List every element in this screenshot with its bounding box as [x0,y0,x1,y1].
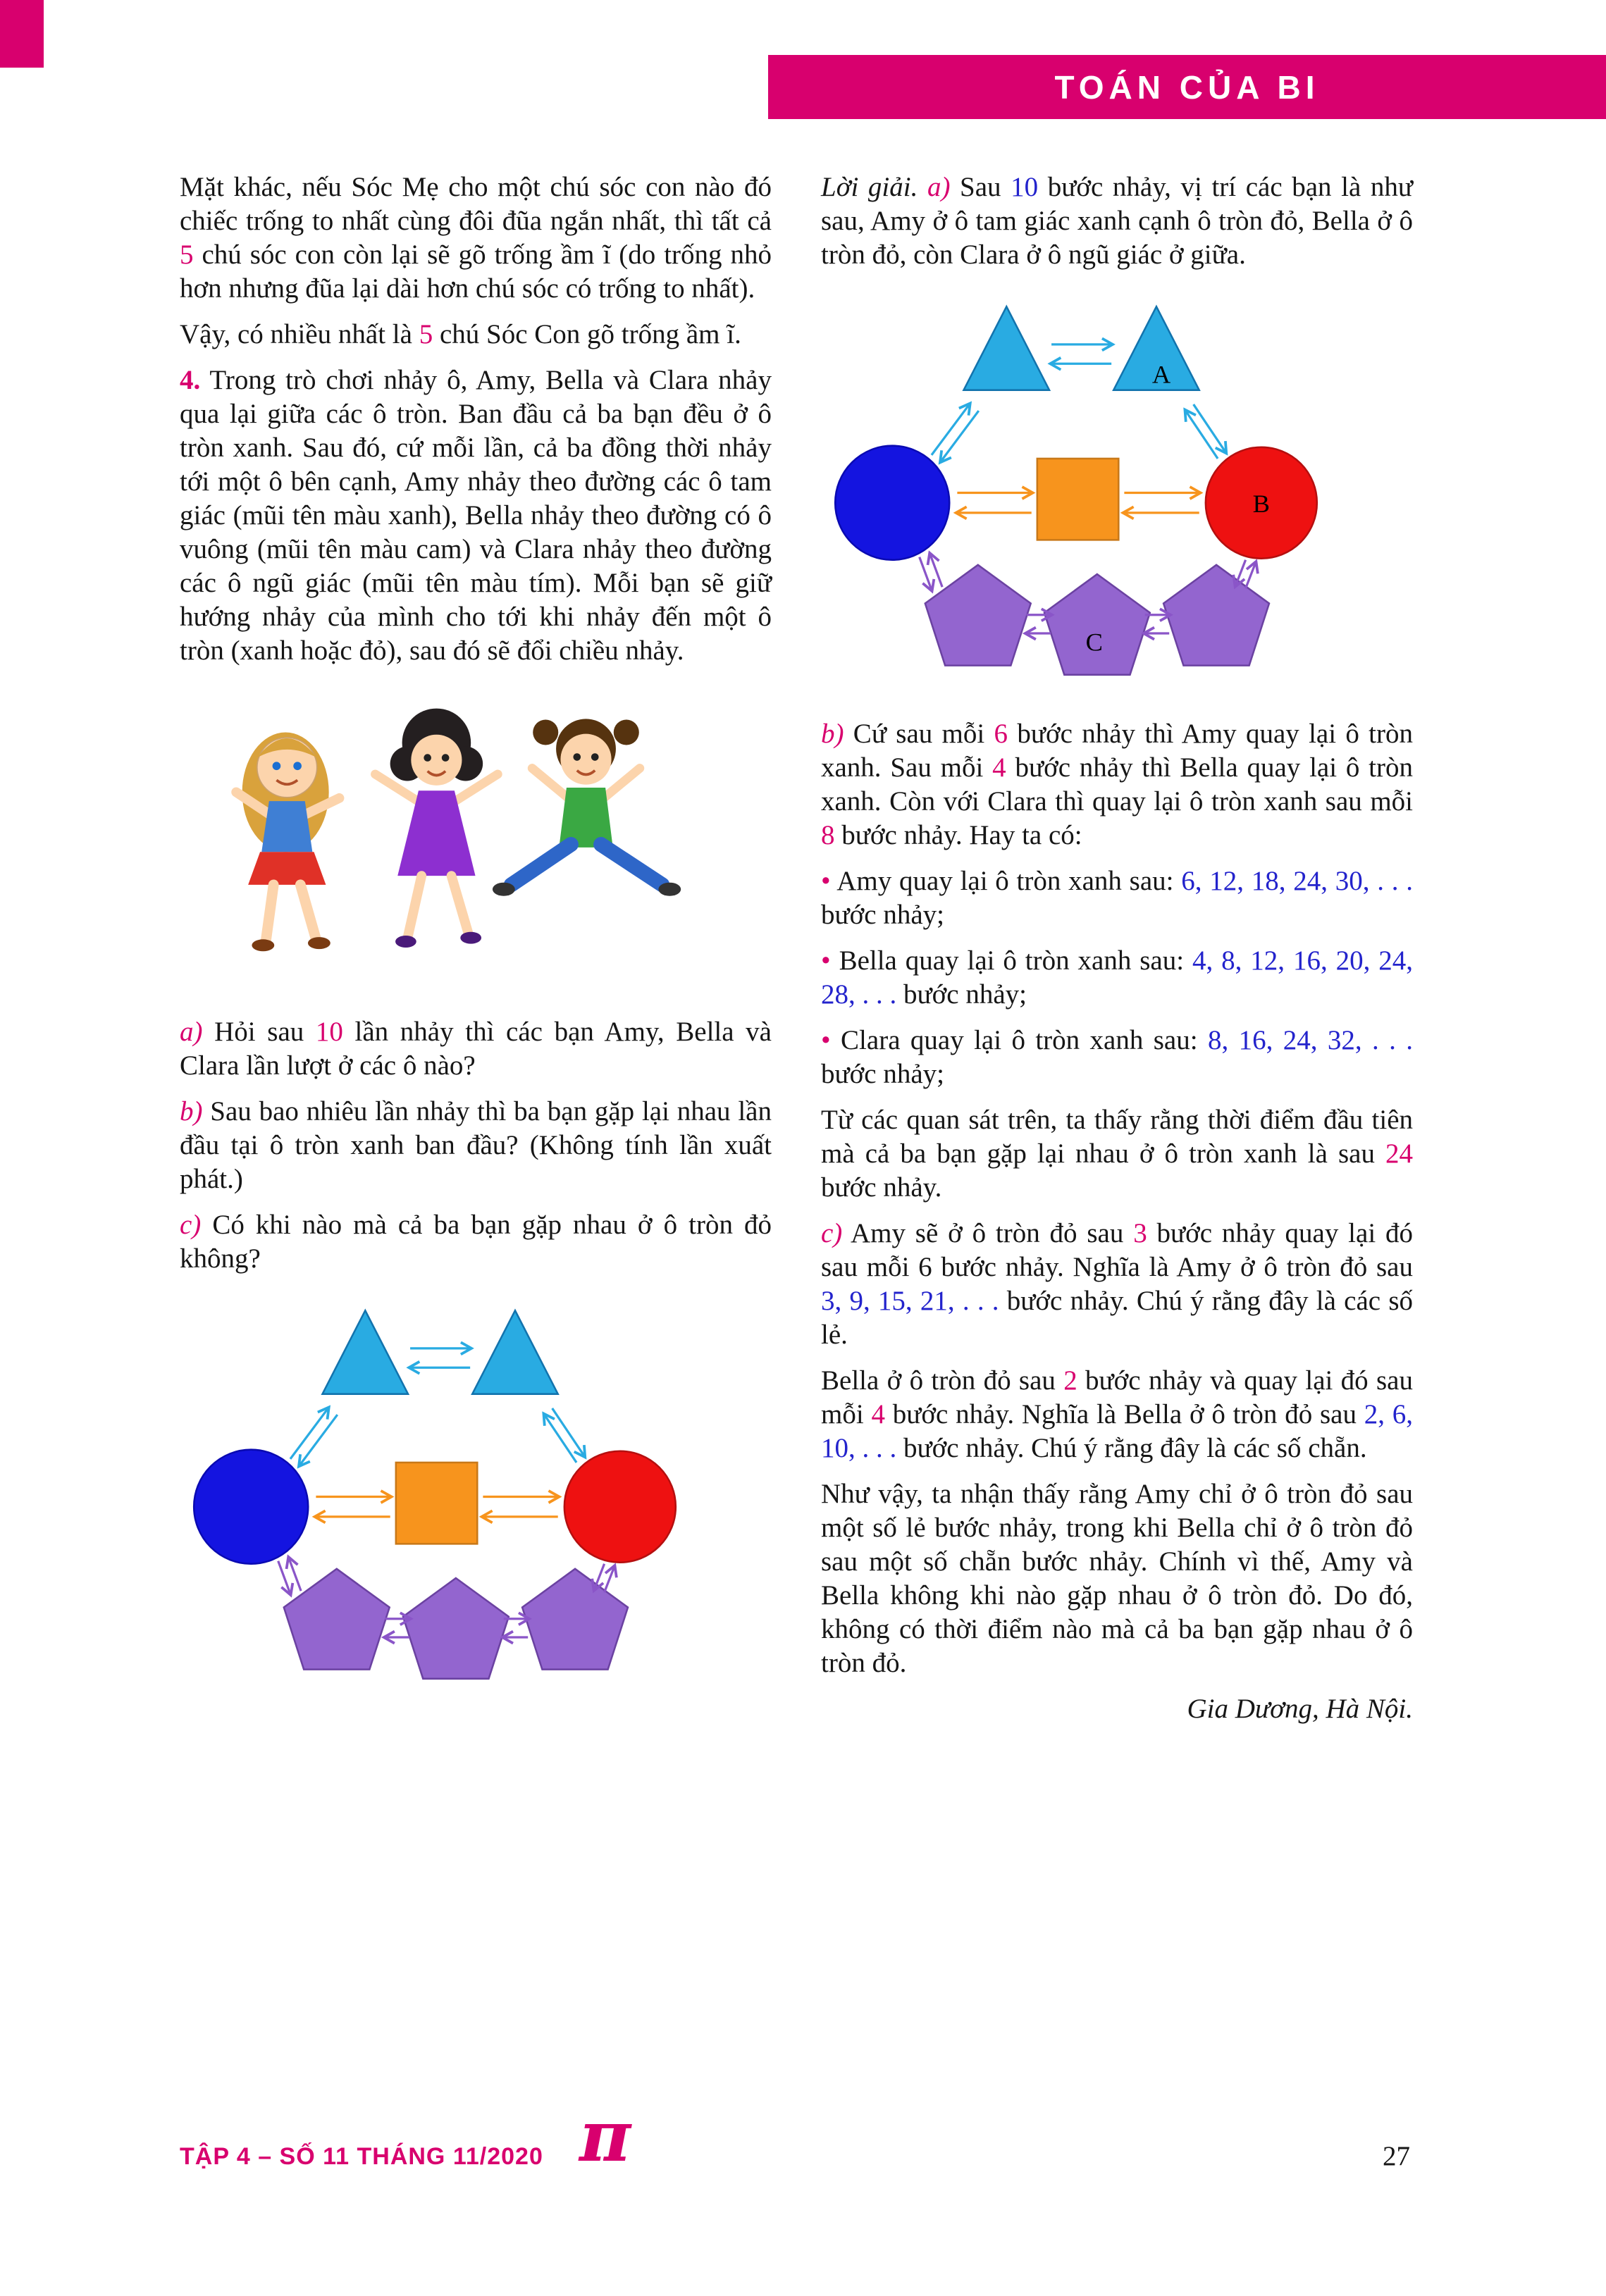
orange-square-cell [1037,459,1118,540]
blue-circle-cell [194,1450,308,1564]
hop-board [183,1300,740,1699]
dancing-girls-illustration [197,689,772,991]
girl-green-shirt [493,719,681,895]
pi-magazine-logo: π [579,2095,631,2178]
question-b: b) Sau bao nhiêu lần nhảy thì ba bạn gặp lại nhau lần đầu tại ô tròn xanh ban đầu? (Không tính lần xuất phát.) [180,1096,772,1195]
red-circle-cell [564,1451,676,1563]
girl-blonde [236,733,339,952]
label-bella-position: B [1252,489,1271,518]
pentagon-cell-middle [403,1578,509,1679]
paragraph-observation: Từ các quan sát trên, ta thấy rằng thời điểm đầu tiên mà cả ba bạn gặp lại nhau ở ô tròn xanh là sau 24 bước nhảy. [821,1105,1413,1203]
bullet-amy: • Amy quay lại ô tròn xanh sau: 6, 12, 18, 24, 30, . . . bước nhảy; [821,866,1414,931]
solution-board-diagram [824,296,1413,699]
pentagon-cell-right [522,1569,628,1670]
page-header-title: TOÁN CỦA BI [1054,68,1320,106]
label-clara-position: C [1085,628,1104,657]
triangle-cell-left [964,306,1050,390]
question-a: a) Hỏi sau 10 lần nhảy thì các bạn Amy, Bella và Clara lần lượt ở các ô nào? [180,1017,772,1081]
paragraph-squirrel-drums: Mặt khác, nếu Sóc Mẹ cho một chú sóc con nào đó chiếc trống to nhất cùng đôi đũa ngắn nhất, thì tất cả 5 chú sóc con còn lại sẽ gõ trống ầm ĩ (do trống nhỏ hơn nhưng đũa lại dài hơn chú sóc có trống to nhất). [180,172,772,304]
triangle-cell-right [472,1310,558,1394]
paragraph-solution-c-conclusion: Như vậy, ta nhận thấy rằng Amy chỉ ở ô tròn đỏ sau một số lẻ bước nhảy, trong khi Bella chỉ ở ô tròn đỏ sau một số chẵn bước nhảy. Chính vì thế, Amy và Bella không khi nào gặp nhau ở ô tròn đỏ. Do đó, không có thời điểm nào mà cả ba bạn gặp nhau ở ô tròn đỏ. [821,1479,1413,1679]
paragraph-solution-c-bella: Bella ở ô tròn đỏ sau 2 bước nhảy và quay lại đó sau mỗi 4 bước nhảy. Nghĩa là Bella ở ô tròn đỏ sau 2, 6, 10, . . . bước nhảy. Chú ý rằng đây là các số chẵn. [821,1365,1414,1464]
bullet-clara: • Clara quay lại ô tròn xanh sau: 8, 16, 24, 32, . . . bước nhảy; [821,1025,1414,1090]
paragraph-solution-b: b) Cứ sau mỗi 6 bước nhảy thì Amy quay lại ô tròn xanh. Sau mỗi 4 bước nhảy thì Bella quay lại ô tròn xanh. Còn với Clara thì quay lại ô tròn xanh sau mỗi 8 bước nhảy. Hay ta có: [821,719,1414,851]
paragraph-problem-4: 4. Trong trò chơi nhảy ô, Amy, Bella và Clara nhảy qua lại giữa các ô tròn. Ban đầu cả ba bạn đều ở ô tròn xanh. Sau đó, cứ mỗi lần, cả ba đồng thời nhảy tới một ô bên cạnh, Amy nhảy theo đường các ô tam giác (mũi tên màu xanh), Bella nhảy theo đường có ô vuông (mũi tên màu cam) và Clara nhảy theo đường các ô ngũ giác (mũi tên màu tím). Mỗi bạn sẽ giữ hướng nhảy của mình cho tới khi nhảy đến một ô tròn (xanh hoặc đỏ), sau đó sẽ đổi chiều nhảy. [180,365,772,666]
paragraph-solution-c-amy: c) Amy sẽ ở ô tròn đỏ sau 3 bước nhảy quay lại đó sau mỗi 6 bước nhảy. Nghĩa là Amy ở ô tròn đỏ sau 3, 9, 15, 21, . . . bước nhảy. Chú ý rằng đây là các số lẻ. [821,1218,1413,1351]
paragraph-solution-a: Lời giải. a) Sau 10 bước nhảy, vị trí các bạn là như sau, Amy ở ô tam giác xanh cạnh ô tròn đỏ, Bella ở ô tròn đỏ, còn Clara ở ô ngũ giác ở giữa. [821,172,1413,270]
pentagon-cell-right [1163,565,1269,666]
blue-circle-cell [835,446,949,560]
paragraph-squirrel-conclusion: Vậy, có nhiều nhất là 5 chú Sóc Con gõ trống ầm ĩ. [180,319,741,349]
right-column [821,170,1413,1738]
bullet-bella: • Bella quay lại ô tròn xanh sau: 4, 8, 12, 16, 20, 24, 28, . . . bước nhảy; [821,945,1413,1010]
girls-artwork [197,689,691,988]
pentagon-cell-middle [1044,574,1150,675]
author-signature: Gia Dương, Hà Nội. [1187,1694,1413,1725]
problem-board-diagram [183,1300,772,1703]
hop-board-labeled [824,296,1381,695]
orange-square-cell [396,1463,477,1544]
left-column [180,170,772,1721]
triangle-cell-left [323,1310,409,1394]
girl-purple-dress [375,709,498,948]
page-number: 27 [1383,2141,1410,2171]
label-amy-position: A [1151,360,1171,389]
pentagon-cell-left [925,565,1031,666]
footer-issue-label: TẬP 4 – SỐ 11 THÁNG 11/2020 [180,2143,543,2170]
corner-mark [0,0,44,68]
question-c: c) Có khi nào mà cả ba bạn gặp nhau ở ô tròn đỏ không? [180,1210,772,1274]
header-bar [768,55,1606,119]
pentagon-cell-left [284,1569,390,1670]
